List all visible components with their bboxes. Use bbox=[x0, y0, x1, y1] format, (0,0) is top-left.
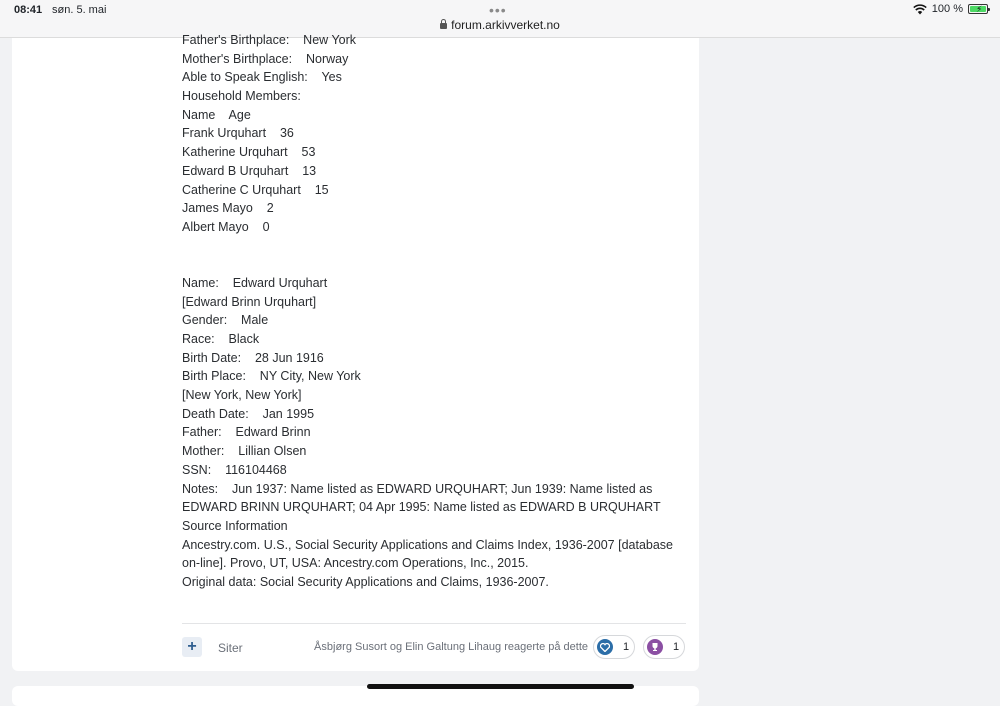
post-line: Original data: Social Security Applications and Claims, 1936-2007. bbox=[182, 574, 549, 589]
home-indicator[interactable] bbox=[367, 684, 634, 689]
post-line: Edward B Urquhart 13 bbox=[182, 163, 317, 178]
post-line bbox=[182, 255, 702, 274]
heart-icon bbox=[597, 639, 613, 655]
forum-post-card bbox=[12, 33, 699, 671]
post-line: Able to Speak English: Yes bbox=[182, 70, 342, 85]
address-bar[interactable] bbox=[0, 18, 1000, 32]
system-indicators bbox=[913, 3, 988, 15]
post-line: Mother's Birthplace: Norway bbox=[182, 51, 349, 66]
post-line: EDWARD BRINN URQUHART; 04 Apr 1995: Name listed as EDWARD B URQUHART bbox=[182, 500, 661, 515]
post-line: Katherine Urquhart 53 bbox=[182, 145, 316, 160]
post-line: Catherine C Urquhart 15 bbox=[182, 182, 329, 197]
trophy-reaction-button[interactable] bbox=[643, 635, 685, 659]
post-line: Father: Edward Brinn bbox=[182, 425, 311, 440]
date: søn. 5. mai bbox=[52, 4, 107, 16]
post-line: on-line]. Provo, UT, USA: Ancestry.com Operations, Inc., 2015. bbox=[182, 556, 529, 571]
trophy-icon bbox=[647, 639, 663, 655]
like-reaction-button[interactable] bbox=[593, 635, 635, 659]
wifi-icon bbox=[913, 4, 927, 15]
post-line: Ancestry.com. U.S., Social Security Applications and Claims Index, 1936-2007 [database bbox=[182, 537, 673, 552]
post-line: SSN: 116104468 bbox=[182, 462, 287, 477]
post-line: Source Information bbox=[182, 518, 288, 533]
trophy-count: 1 bbox=[673, 641, 680, 653]
multiquote-button[interactable]: + bbox=[182, 637, 202, 657]
post-line: Death Date: Jan 1995 bbox=[182, 406, 315, 421]
post-footer bbox=[182, 635, 686, 661]
post-line: [Edward Brinn Urquhart] bbox=[182, 294, 317, 309]
url-text: forum.arkivverket.no bbox=[451, 18, 560, 32]
post-line: Gender: Male bbox=[182, 313, 269, 328]
post-line: [New York, New York] bbox=[182, 388, 302, 403]
post-line: Father's Birthplace: New York bbox=[182, 33, 356, 47]
battery-icon bbox=[968, 4, 988, 14]
reactors-text[interactable]: Åsbjørg Susort og Elin Galtung Lihaug reagerte på dette bbox=[314, 641, 588, 653]
post-line: Mother: Lillian Olsen bbox=[182, 444, 307, 459]
charging-bolt-icon: ⚡ bbox=[976, 4, 983, 14]
post-line: Frank Urquhart 36 bbox=[182, 126, 294, 141]
post-line: James Mayo 2 bbox=[182, 201, 274, 216]
quote-button[interactable]: Siter bbox=[218, 641, 243, 655]
post-line: Household Members: bbox=[182, 89, 301, 104]
lock-icon bbox=[440, 23, 447, 29]
post-line: Name: Edward Urquhart bbox=[182, 275, 328, 290]
post-line: Name Age bbox=[182, 107, 251, 122]
post-line: Race: Black bbox=[182, 332, 260, 346]
like-count: 1 bbox=[623, 641, 630, 653]
multitasking-dots[interactable]: ••• bbox=[489, 2, 507, 18]
battery-percent: 100 % bbox=[931, 3, 963, 15]
post-body bbox=[182, 31, 702, 592]
post-divider bbox=[182, 623, 686, 624]
post-line: Birth Place: NY City, New York bbox=[182, 369, 361, 384]
post-line bbox=[182, 237, 702, 256]
next-post-card bbox=[12, 686, 699, 706]
post-line: Birth Date: 28 Jun 1916 bbox=[182, 350, 324, 365]
post-line: Albert Mayo 0 bbox=[182, 219, 270, 234]
post-line: Notes: Jun 1937: Name listed as EDWARD URQUHART; Jun 1939: Name listed as bbox=[182, 481, 653, 496]
clock: 08:41 bbox=[14, 4, 43, 16]
